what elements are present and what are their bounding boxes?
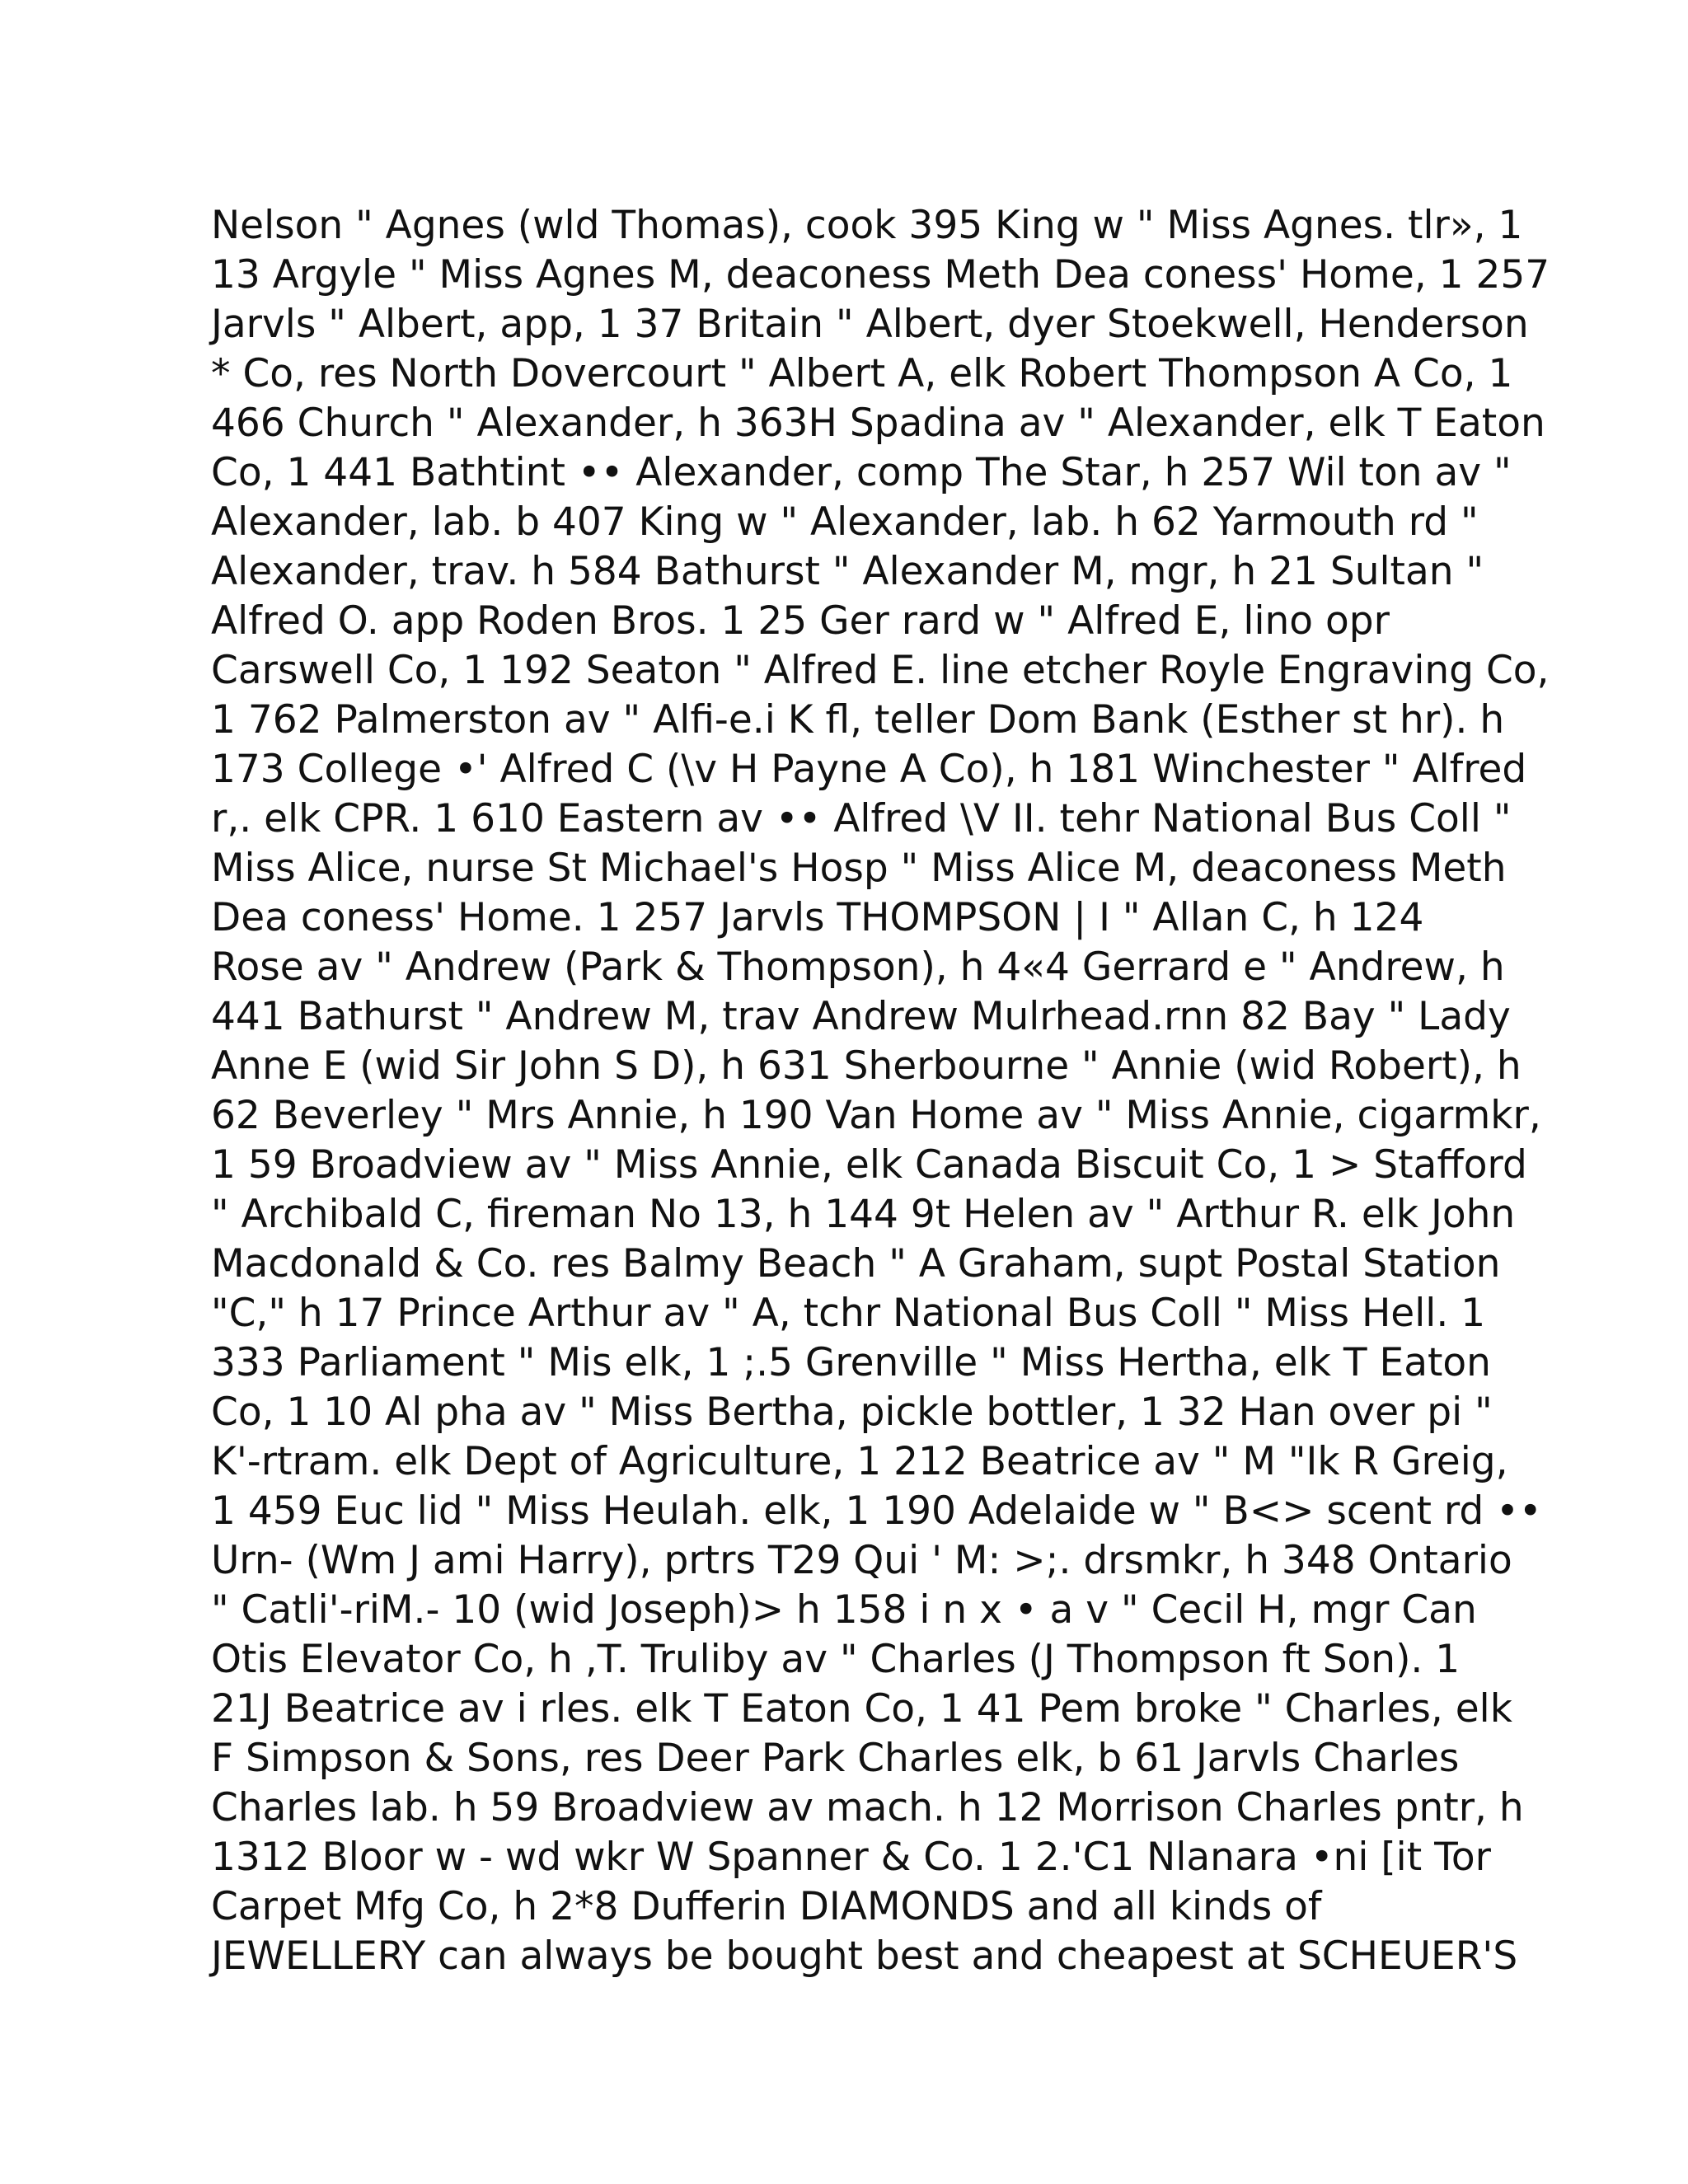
text-line: 21J Beatrice av i rles. elk T Eaton Co, 1 41 Pem broke " Charles, elk: [211, 1686, 1512, 1732]
text-line: 333 Parliament " Mis elk, 1 ;.5 Grenville " Miss Hertha, elk T Eaton: [211, 1340, 1491, 1385]
directory-text-block: [211, 201, 1550, 1981]
text-line: Carpet Mfg Co, h 2*8 Dufferin DIAMONDS and all kinds of: [211, 1884, 1322, 1929]
text-line: r,. elk CPR. 1 610 Eastern av •• Alfred \V II. tehr National Bus Coll ": [211, 796, 1512, 841]
text-line: Miss Alice, nurse St Michael's Hosp " Miss Alice M, deaconess Meth: [211, 846, 1507, 891]
text-line: JEWELLERY can always be bought best and cheapest at SCHEUER'S: [211, 1933, 1518, 1979]
text-line: Nelson " Agnes (wld Thomas), cook 395 King w " Miss Agnes. tlr», 1: [211, 203, 1523, 248]
text-line: 1312 Bloor w - wd wkr W Spanner & Co. 1 2.'C1 Nlanara •ni [it Tor: [211, 1835, 1491, 1880]
text-line: Otis Elevator Co, h ,T. Truliby av " Charles (J Thompson ft Son). 1: [211, 1637, 1461, 1682]
text-line: 466 Church " Alexander, h 363H Spadina av " Alexander, elk T Eaton: [211, 401, 1545, 446]
text-line: F Simpson & Sons, res Deer Park Charles elk, b 61 Jarvls Charles: [211, 1736, 1460, 1781]
text-line: Alexander, lab. b 407 King w " Alexander, lab. h 62 Yarmouth rd ": [211, 499, 1479, 545]
text-line: Anne E (wid Sir John S D), h 631 Sherbourne " Annie (wid Robert), h: [211, 1043, 1522, 1089]
text-line: Dea coness' Home. 1 257 Jarvls THOMPSON | I " Allan C, h 124: [211, 895, 1424, 940]
text-line: Urn- (Wm J ami Harry), prtrs T29 Qui ' M: >;. drsmkr, h 348 Ontario: [211, 1538, 1512, 1583]
text-line: 173 College •' Alfred C (\v H Payne A Co), h 181 Winchester " Alfred: [211, 747, 1527, 792]
text-line: K'-rtram. elk Dept of Agriculture, 1 212 Beatrice av " M "Ik R Greig,: [211, 1439, 1508, 1484]
text-line: 441 Bathurst " Andrew M, trav Andrew Mulrhead.rnn 82 Bay " Lady: [211, 994, 1511, 1039]
text-line: Co, 1 10 Al pha av " Miss Bertha, pickle bottler, 1 32 Han over pi ": [211, 1390, 1493, 1435]
text-line: 1 762 Palmerston av " Alfi-e.i K fl, teller Dom Bank (Esther st hr). h: [211, 697, 1505, 743]
text-line: 1 59 Broadview av " Miss Annie, elk Canada Biscuit Co, 1 > Stafford: [211, 1142, 1527, 1188]
text-line: 13 Argyle " Miss Agnes M, deaconess Meth Dea coness' Home, 1 257: [211, 252, 1550, 298]
text-line: Alexander, trav. h 584 Bathurst " Alexander M, mgr, h 21 Sultan ": [211, 549, 1484, 594]
text-line: Co, 1 441 Bathtint •• Alexander, comp The Star, h 257 Wil ton av ": [211, 450, 1512, 495]
text-line: Carswell Co, 1 192 Seaton " Alfred E. line etcher Royle Engraving Co,: [211, 648, 1550, 693]
text-line: Charles lab. h 59 Broadview av mach. h 12 Morrison Charles pntr, h: [211, 1785, 1524, 1830]
text-line: 1 459 Euc lid " Miss Heulah. elk, 1 190 Adelaide w " B<> scent rd ••: [211, 1488, 1542, 1534]
text-line: Rose av " Andrew (Park & Thompson), h 4«4 Gerrard e " Andrew, h: [211, 944, 1505, 990]
text-line: " Catli'-riM.- 10 (wid Joseph)> h 158 i n x • a v " Cecil H, mgr Can: [211, 1587, 1477, 1633]
text-line: Jarvls " Albert, app, 1 37 Britain " Albert, dyer Stoekwell, Henderson: [211, 302, 1529, 347]
text-line: "C," h 17 Prince Arthur av " A, tchr National Bus Coll " Miss Hell. 1: [211, 1291, 1486, 1336]
text-line: Alfred O. app Roden Bros. 1 25 Ger rard w " Alfred E, lino opr: [211, 598, 1390, 644]
text-line: " Archibald C, fireman No 13, h 144 9t Helen av " Arthur R. elk John: [211, 1192, 1516, 1237]
text-line: 62 Beverley " Mrs Annie, h 190 Van Home av " Miss Annie, cigarmkr,: [211, 1093, 1541, 1138]
text-line: Macdonald & Co. res Balmy Beach " A Graham, supt Postal Station: [211, 1241, 1501, 1286]
text-line: * Co, res North Dovercourt " Albert A, elk Robert Thompson A Co, 1: [211, 351, 1513, 396]
